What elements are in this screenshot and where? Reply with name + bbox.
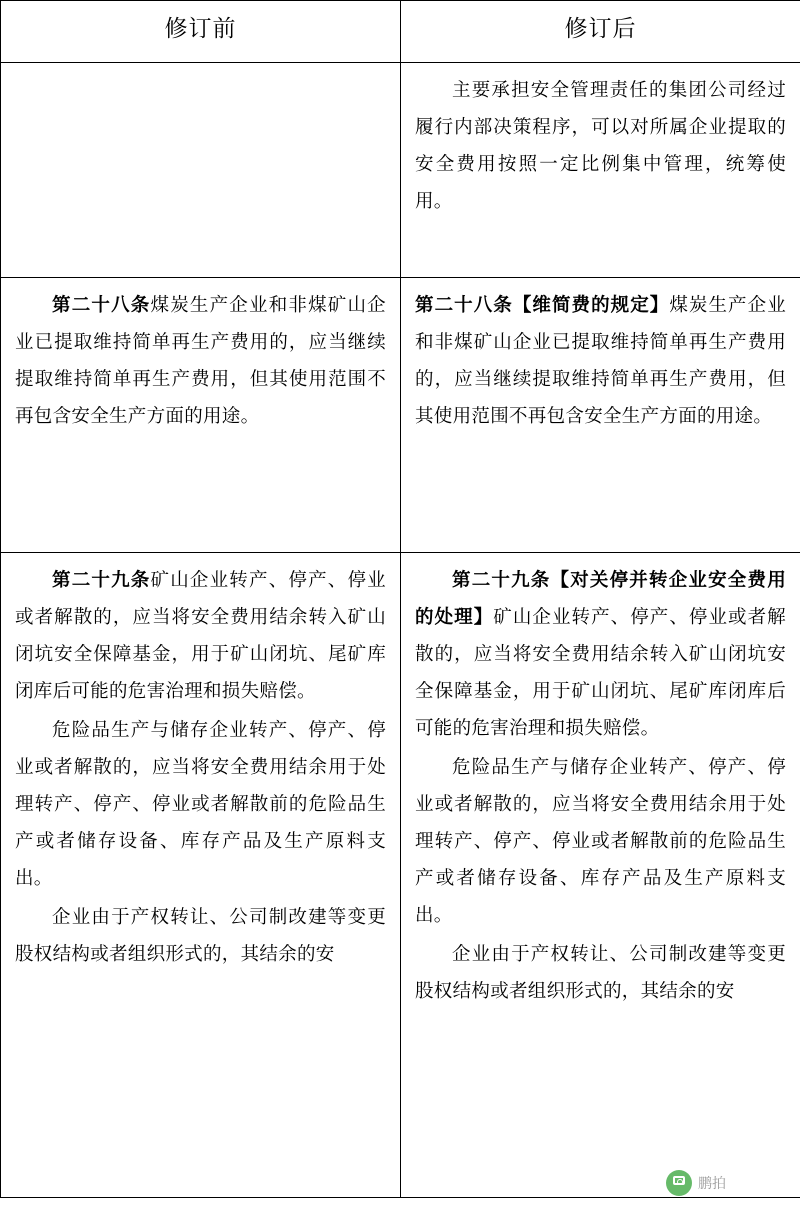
watermark-label: 鹏拍 — [698, 1175, 726, 1191]
paragraph — [15, 563, 386, 711]
column-header-after: 修订后 — [401, 1, 800, 63]
table-header-row — [1, 1, 800, 63]
empty-content — [15, 73, 386, 263]
table-row — [1, 62, 800, 277]
article-body: 煤炭生产企业和非煤矿山企业已提取维持简单再生产费用的，应当继续提取维持简单再生产费用，但其使用范围不再包含安全生产方面的用途。 — [415, 295, 786, 427]
article-body: 矿山企业转产、停产、停业或者解散的，应当将安全费用结余转入矿山闭坑安全保障基金，用于矿山闭坑、尾矿库闭库后可能的危害治理和损失赔偿。 — [415, 607, 786, 739]
article-body: 煤炭生产企业和非煤矿山企业已提取维持简单再生产费用的，应当继续提取维持简单再生产费用，但其使用范围不再包含安全生产方面的用途。 — [15, 295, 386, 427]
paragraph — [15, 288, 386, 436]
article-label: 第二十八条 — [52, 295, 151, 316]
paragraph: 主要承担安全管理责任的集团公司经过履行内部决策程序，可以对所属企业提取的安全费用按照一定比例集中管理，统筹使用。 — [415, 80, 786, 212]
paragraph: 企业由于产权转让、公司制改建等变更股权结构或者组织形式的，其结余的安 — [15, 907, 386, 965]
paragraph — [415, 563, 786, 748]
table-row — [1, 552, 800, 1197]
paragraph: 危险品生产与储存企业转产、停产、停业或者解散的，应当将安全费用结余用于处理转产、停产、停业或者解散前的危险品生产或者储存设备、库存产品及生产原料支出。 — [15, 720, 386, 889]
paragraph: 企业由于产权转让、公司制改建等变更股权结构或者组织形式的，其结余的安 — [415, 944, 786, 1002]
cell-before-intro — [1, 62, 401, 277]
cell-after-article-29 — [401, 552, 800, 1197]
table-row — [1, 277, 800, 552]
article-label: 第二十九条 — [52, 570, 151, 591]
article-label: 第二十八条【维简费的规定】 — [415, 295, 670, 316]
article-label: 第二十九条【对关停并转企业安全费用的处理】 — [415, 570, 786, 628]
cell-before-article-29 — [1, 552, 401, 1197]
paragraph: 危险品生产与储存企业转产、停产、停业或者解散的，应当将安全费用结余用于处理转产、停产、停业或者解散前的危险品生产或者储存设备、库存产品及生产原料支出。 — [415, 757, 786, 926]
paragraph — [415, 288, 786, 436]
cell-after-intro — [401, 62, 800, 277]
cell-before-article-28 — [1, 277, 401, 552]
article-body: 矿山企业转产、停产、停业或者解散的，应当将安全费用结余转入矿山闭坑安全保障基金，用于矿山闭坑、尾矿库闭库后可能的危害治理和损失赔偿。 — [15, 570, 386, 702]
cell-after-article-28 — [401, 277, 800, 552]
column-header-before: 修订前 — [1, 1, 401, 63]
